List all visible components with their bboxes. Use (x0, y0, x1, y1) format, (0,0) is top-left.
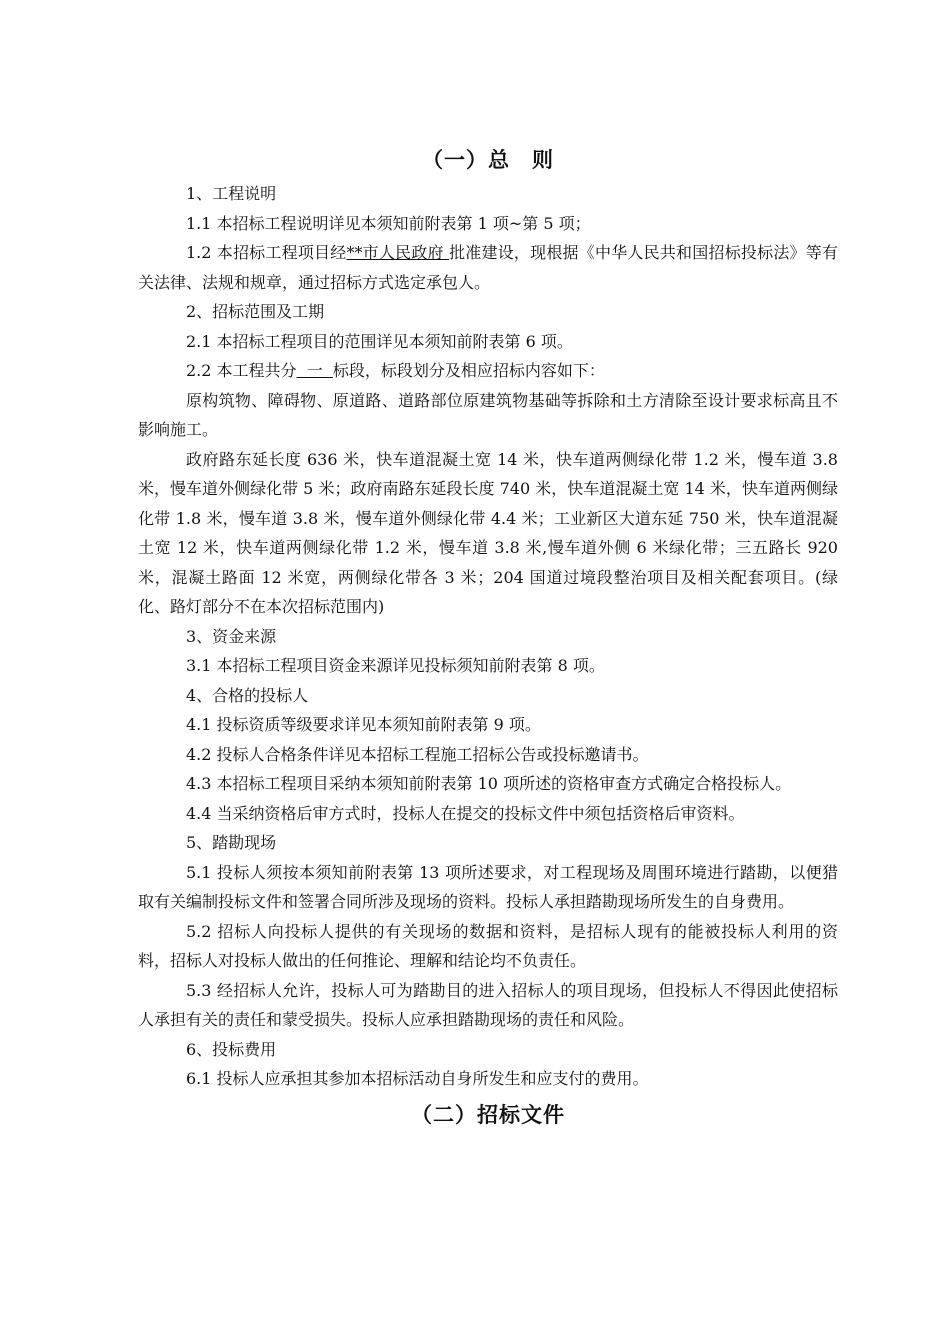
paragraph-5-2: 5.2 招标人向投标人提供的有关现场的数据和资料，是招标人现有的能被投标人利用的资料，招标人对投标人做出的任何推论、理解和结论均不负责任。 (138, 921, 838, 970)
paragraph-4-2: 4.2 投标人合格条件详见本招标工程施工招标公告或投标邀请书。 (186, 744, 649, 764)
subheading-scope-and-period: 2、招标范围及工期 (186, 302, 325, 321)
paragraph-4-3: 4.3 本招标工程项目采纳本须知前附表第 10 项所述的资格审查方式确定合格投标人。 (186, 774, 792, 793)
paragraph-1-2-post: 批准建设，现根据《中华人民共和国招标投标法》等有关法律、法规和规章，通过招标方式选定承包人。 (138, 243, 838, 292)
approving-authority: **市人民政府 (346, 243, 450, 262)
subheading-funding: 3、资金来源 (186, 626, 277, 646)
subheading-site-visit: 5、踏勘现场 (186, 833, 277, 852)
scope-roads: 政府路东延长度 636 米，快车道混凝土宽 14 米，快车道两侧绿化带 1.2 米，慢车道 3.8 米，慢车道外侧绿化带 5 米；政府南路东延段长度 740 米，快车道混凝土宽 14 米，快车道两侧绿化带 1.8 米，慢车道 3.8 米，慢车道外侧绿化带 4.4 米；工业新区大道东延 750 米，快车道混凝土宽 12 米，快车道两侧绿化带 1.2 米，慢车道 3.8 米,慢车道外侧 6 米绿化带；三五路长 920 米，混凝土路面 12 米宽，两侧绿化带各 3 米；204 国道过境段整治项目及相关配套项目。(绿化、路灯部分不在本次招标范围内) (138, 449, 838, 616)
paragraph-1-2-pre: 1.2 本招标工程项目经 (186, 243, 347, 262)
section-heading-general: （一）总 则 (422, 147, 554, 172)
scope-demolition: 原构筑物、障碍物、原道路、道路部位原建筑物基础等拆除和土方清除至设计要求标高且不影响施工。 (138, 390, 838, 439)
paragraph-4-1: 4.1 投标资质等级要求详见本须知前附表第 9 项。 (186, 715, 541, 734)
paragraph-2-2 (138, 356, 838, 386)
paragraph-2-2-pre: 2.2 本工程共分 (186, 361, 297, 380)
paragraph-3-1: 3.1 本招标工程项目资金来源详见投标须知前附表第 8 项。 (186, 656, 605, 675)
section-count: 一 (296, 361, 333, 380)
paragraph-1-2 (138, 238, 838, 297)
subheading-qualified-bidders: 4、合格的投标人 (186, 685, 309, 705)
subheading-bid-costs: 6、投标费用 (186, 1039, 277, 1059)
section-heading-bidding-documents: （二）招标文件 (411, 1101, 565, 1127)
paragraph-1-1: 1.1 本招标工程说明详见本须知前附表第 1 项~第 5 项； (186, 213, 591, 233)
document-body (138, 142, 838, 1134)
subheading-project-description: 1、工程说明 (186, 184, 277, 203)
paragraph-2-1: 2.1 本招标工程项目的范围详见本须知前附表第 6 项。 (186, 331, 573, 351)
paragraph-2-2-post: 标段，标段划分及相应招标内容如下： (332, 361, 605, 380)
paragraph-6-1: 6.1 投标人应承担其参加本招标活动自身所发生和应支付的费用。 (186, 1069, 649, 1088)
paragraph-4-4: 4.4 当采纳资格后审方式时，投标人在提交的投标文件中须包括资格后审资料。 (186, 803, 745, 823)
paragraph-5-3: 5.3 经招标人允许，投标人可为踏勘目的进入招标人的项目现场，但投标人不得因此使招标人承担有关的责任和蒙受损失。投标人应承担踏勘现场的责任和风险。 (138, 980, 838, 1029)
paragraph-5-1: 5.1 投标人须按本须知前附表第 13 项所述要求，对工程现场及周围环境进行踏勘，以便猎取有关编制投标文件和签署合同所涉及现场的资料。投标人承担踏勘现场所发生的自身费用。 (138, 862, 838, 911)
